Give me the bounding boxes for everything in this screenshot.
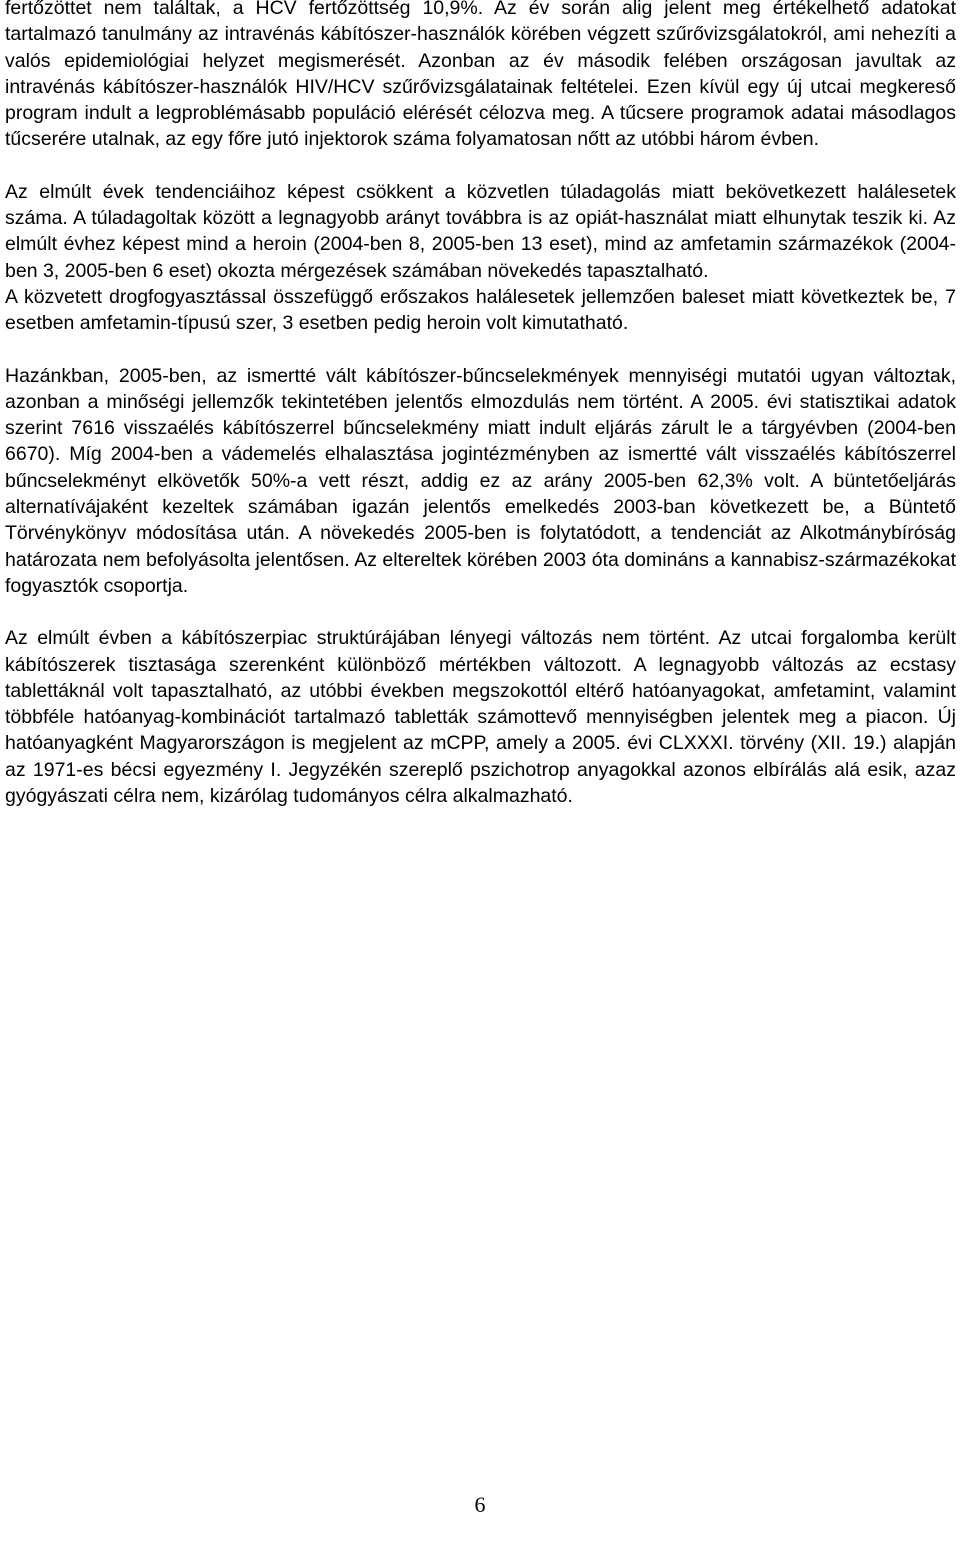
page-number: 6 bbox=[474, 1492, 486, 1517]
paragraph-indirect-deaths: A közvetett drogfogyasztással összefüggő erőszakos halálesetek jellemzően baleset miatt következtek be, 7 esetben amfetamin-típusú szer, 3 esetben pedig heroin volt kimutatható. bbox=[5, 285, 956, 335]
paragraph-hcv-screening: fertőzöttet nem találtak, a HCV fertőzöttség 10,9%. Az év során alig jelent meg értékelhető adatokat tartalmazó tanulmány az intravénás kábítószer-használók körében végzett szűrővizsgálatokról, ami nehezíti a valós epidemiológiai helyzet megismerését. Azonban az év második felében országosan javultak az intravénás kábítószer-használók HIV/HCV szűrővizsgálatainak feltételei. Ezen kívül egy új utcai megkereső program indult a legproblémásabb populáció elérését célozva meg. A tűcsere programok adatai másodlagos tűcserére utalnak, az egy főre jutó injektorok száma folyamatosan nőtt az utóbbi három évben. bbox=[5, 0, 956, 151]
paragraph-drug-market: Az elmúlt évben a kábítószerpiac struktúrájában lényegi változás nem történt. Az utcai forgalomba került kábítószerek tisztasága szerenként különböző mértékben változott. A legnagyobb változás az ecstasy tablettáknál volt tapasztalható, az utóbbi években megszokottól eltérő hatóanyagokat, amfetamint, valamint többféle hatóanyag-kombinációt tartalmazó tabletták számottevő mennyiségben jelentek meg a piacon. Új hatóanyagként Magyarországon is megjelent az mCPP, amely a 2005. évi CLXXXI. törvény (XII. 19.) alapján az 1971-es bécsi egyezmény I. Jegyzékén szereplő pszichotrop anyagokkal azonos elbírálás alá esik, azaz gyógyászati célra nem, kizárólag tudományos célra alkalmazható. bbox=[5, 627, 956, 808]
paragraph-overdose-deaths: Az elmúlt évek tendenciáihoz képest csökkent a közvetlen túladagolás miatt bekövetkezett halálesetek száma. A túladagoltak között a legnagyobb arányt továbbra is az opiát-használat miatt elhunytak teszik ki. Az elmúlt évhez képest mind a heroin (2004-ben 8, 2005-ben 13 eset), mind az amfetamin származékok (2004-ben 3, 2005-ben 6 eset) okozta mérgezések számában növekedés tapasztalható. bbox=[5, 180, 956, 282]
document-body bbox=[5, 0, 956, 809]
paragraph-drug-crimes: Hazánkban, 2005-ben, az ismertté vált kábítószer-bűncselekmények mennyiségi mutatói ugyan változtak, azonban a minőségi jellemzők tekintetében jelentős elmozdulás nem történt. A 2005. évi statisztikai adatok szerint 7616 visszaélés kábítószerrel bűncselekmény miatt indult eljárás zárult le a tárgyévben (2004-ben 6670). Míg 2004-ben a vádemelés elhalasztása jogintézményben az ismertté vált visszaélés kábítószerrel bűncselekményt elkövetők 50%-a vett részt, addig ez az arány 2005-ben 62,3% volt. A büntetőeljárás alternatívájaként kezeltek számában igazán jelentős emelkedés 2003-ban következett be, a Büntető Törvénykönyv módosítása után. A növekedés 2005-ben is folytatódott, a tendenciát az Alkotmánybíróság határozata nem befolyásolta jelentősen. Az eltereltek körében 2003 óta domináns a kannabisz-származékokat fogyasztók csoportja. bbox=[5, 364, 956, 597]
